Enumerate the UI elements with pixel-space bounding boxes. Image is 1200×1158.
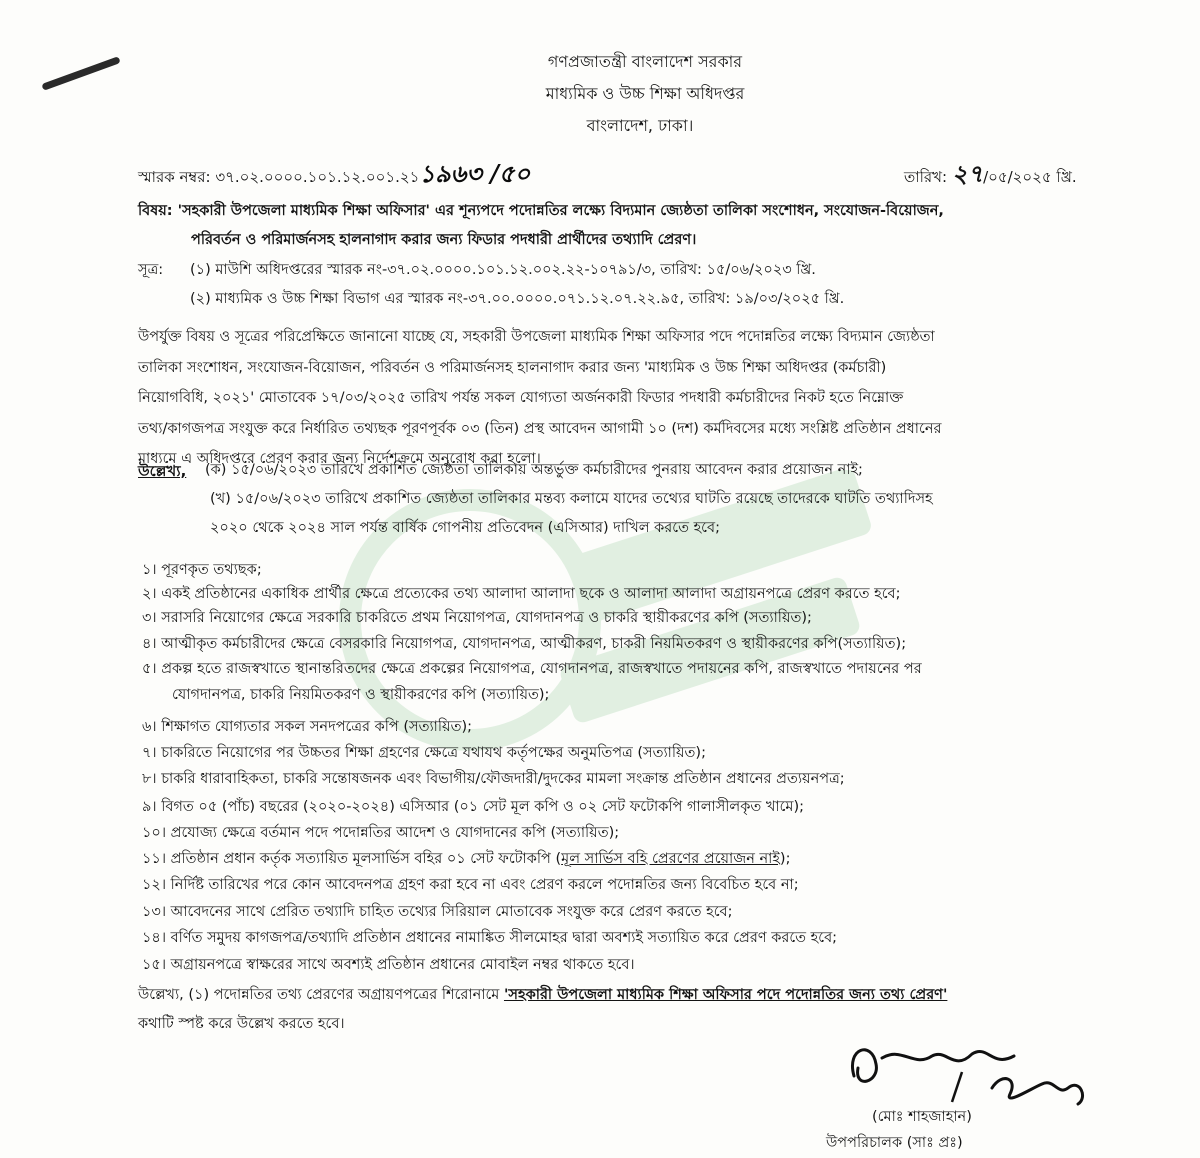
body-paragraph	[138, 322, 1126, 475]
list-item-12: ১২। নির্দিষ্ট তারিখের পরে কোন আবেদনপত্র গ্রহণ করা হবে না এবং প্রেরণ করলে পদোন্নতির জন্য বিবেচিত হবে না;	[142, 877, 799, 893]
body-line: মাধ্যমে এ অধিদপ্তরে প্রেরণ করার জন্য নির্দেশক্রমে অনুরোধ করা হলো।	[138, 451, 541, 467]
final-note-line-2: কথাটি স্পষ্ট করে উল্লেখ করতে হবে।	[138, 1016, 345, 1032]
subject-text-1: 'সহকারী উপজেলা মাধ্যমিক শিক্ষা অফিসার' এর শূন্যপদে পদোন্নতির লক্ষ্যে বিদ্যমান জ্যেষ্ঠতা তালিকা সংশোধন, সংযোজন-বিয়োজন,	[177, 203, 944, 219]
signatory-name: (মোঃ শাহজাহান)	[872, 1109, 972, 1125]
list-item-11	[142, 851, 790, 868]
list-item-5-cont: যোগদানপত্র, চাকরি নিয়মিতকরণ ও স্থায়ীকরণের কপি (সত্যায়িত);	[172, 687, 550, 703]
note-item-ka: (ক) ১৫/০৬/২০২৩ তারিখে প্রকাশিত জ্যেষ্ঠতা তালিকায় অন্তর্ভুক্ত কর্মচারীদের পুনরায় আবেদন করার প্রয়োজন নাই;	[205, 462, 863, 478]
date-label: তারিখ:	[904, 168, 948, 186]
final-note-line-1	[138, 987, 947, 1004]
list-item-8: ৮। চাকরি ধারাবাহিকতা, চাকরি সন্তোষজনক এবং বিভাগীয়/ফৌজদারী/দুদকের মামলা সংক্রান্ত প্রতিষ্ঠান প্রধানের প্রত্যয়নপত্র;	[142, 771, 845, 787]
list-item-11-text: ১১। প্রতিষ্ঠান প্রধান কর্তৃক সত্যায়িত মূলসার্ভিস বহির ০১ সেট ফটোকপি (	[142, 851, 562, 867]
list-item-9: ৯। বিগত ০৫ (পাঁচ) বছরের (২০২০-২০২৪) এসিআর (০১ সেট মূল কপি ও ০২ সেট ফটোকপি গালাসীলকৃত খামে);	[142, 799, 805, 815]
list-item-5: ৫। প্রকল্প হতে রাজস্বখাতে স্থানান্তরিতদের ক্ষেত্রে প্রকল্পের নিয়োগপত্র, যোগদানপত্র, রাজস্বখাতে পদায়নের কপি, রাজস্বখাতে পদায়নের পর	[142, 661, 922, 677]
reference-label: সূত্র:	[138, 262, 164, 278]
header-location: বাংলাদেশ, ঢাকা।	[586, 116, 694, 135]
subject-line-1	[138, 203, 944, 220]
subject-label: বিষয়:	[138, 203, 173, 219]
list-item-15: ১৫। অগ্রায়নপত্রে স্বাক্ষরের সাথে অবশ্যই প্রতিষ্ঠান প্রধানের মোবাইল নম্বর থাকতে হবে।	[142, 957, 635, 973]
memo-handwritten-number: ১৯৬৩ /৫০	[419, 159, 531, 188]
note-label: উল্লেখ্য,	[138, 462, 187, 480]
body-line: তথ্য/কাগজপত্র সংযুক্ত করে নির্ধারিত তথ্যছক পূরণপূর্বক ০৩ (তিন) প্রস্থ আবেদন আগামী ১০ (দশ) কর্মদিবসের মধ্যে সংশ্লিষ্ট প্রতিষ্ঠান প্রধানের	[138, 420, 942, 437]
header-directorate: মাধ্যমিক ও উচ্চ শিক্ষা অধিদপ্তর	[545, 84, 745, 103]
note-item-kha-cont: ২০২০ থেকে ২০২৪ সাল পর্যন্ত বার্ষিক গোপনীয় প্রতিবেদন (এসিআর) দাখিল করতে হবে;	[210, 520, 720, 536]
list-item-11-end: );	[779, 851, 791, 867]
memo-number	[138, 156, 530, 196]
list-item-2: ২। একই প্রতিষ্ঠানের একাধিক প্রার্থীর ক্ষেত্রে প্রত্যেকের তথ্য আলাদা আলাদা ছকে ও আলাদা আলাদা অগ্রায়নপত্রে প্রেরণ করতে হবে;	[142, 586, 901, 602]
list-item-13: ১৩। আবেদনের সাথে প্রেরিত তথ্যাদি চাহিত তথ্যের সিরিয়াল মোতাবেক সংযুক্ত করে প্রেরণ করতে হবে;	[142, 904, 733, 920]
header-government: গণপ্রজাতন্ত্রী বাংলাদেশ সরকার	[547, 52, 743, 71]
list-item-7: ৭। চাকরিতে নিয়োগের পর উচ্চতর শিক্ষা গ্রহণের ক্ষেত্রে যথাযথ কর্তৃপক্ষের অনুমতিপত্র (সত্যায়িত);	[142, 745, 706, 761]
note-item-kha: (খ) ১৫/০৬/২০২৩ তারিখে প্রকাশিত জ্যেষ্ঠতা তালিকার মন্তব্য কলামে যাদের তথ্যের ঘাটতি রয়েছে তাদেরকে ঘাটতি তথ্যাদিসহ	[210, 491, 933, 507]
list-item-14: ১৪। বর্ণিত সমুদয় কাগজপত্র/তথ্যাদি প্রতিষ্ঠান প্রধানের নামাঙ্কিত সীলমোহর দ্বারা অবশ্যই সত্যায়িত করে প্রেরণ করতে হবে;	[142, 930, 838, 946]
body-line: উপর্যুক্ত বিষয় ও সূত্রের পরিপ্রেক্ষিতে জানানো যাচ্ছে যে, সহকারী উপজেলা মাধ্যমিক শিক্ষা অফিসার পদে পদোন্নতির লক্ষ্যে বিদ্যমান জ্যেষ্ঠতা	[138, 329, 935, 345]
memo-date	[904, 156, 1077, 196]
reference-item-2: (২) মাধ্যমিক ও উচ্চ শিক্ষা বিভাগ এর স্মারক নং-৩৭.০০.০০০০.০৭১.১২.০৭.২২.৯৫, তারিখ: ১৯/০৩/২০২৫ খ্রি.	[190, 291, 845, 307]
list-item-11-underlined: মূল সার্ভিস বহি প্রেরণের প্রয়োজন নাই	[561, 851, 780, 867]
signatory-title: উপপরিচালক (সাঃ প্রঃ)	[826, 1135, 963, 1151]
list-item-1: ১। পূরণকৃত তথ্যছক;	[142, 562, 262, 578]
final-note-title: 'সহকারী উপজেলা মাধ্যমিক শিক্ষা অফিসার পদে পদোন্নতির জন্য তথ্য প্রেরণ'	[503, 987, 948, 1003]
final-note-text: উল্লেখ্য, (১) পদোন্নতির তথ্য প্রেরণের অগ্রায়ণপত্রের শিরোনামে	[138, 987, 504, 1003]
subject-line-2: পরিবর্তন ও পরিমার্জনসহ হালনাগাদ করার জন্য ফিডার পদধারী প্রার্থীদের তথ্যাদি প্রেরণ।	[191, 232, 697, 248]
list-item-6: ৬। শিক্ষাগত যোগ্যতার সকল সনদপত্রের কপি (সত্যায়িত);	[142, 719, 472, 735]
list-item-4: ৪। আত্মীকৃত কর্মচারীদের ক্ষেত্রে বেসরকারি নিয়োগপত্র, যোগদানপত্র, আত্মীকরণ, চাকরী নিয়মিতকরণ ও স্থায়ীকরণের কপি(সত্যায়িত);	[142, 636, 907, 652]
body-line: নিয়োগবিধি, ২০২১' মোতাবেক ১৭/০৩/২০২৫ তারিখ পর্যন্ত সকল যোগ্যতা অর্জনকারী ফিডার পদধারী কর্মচারীদের নিকট হতে নিম্নোক্ত	[138, 390, 904, 406]
reference-item-1: (১) মাউশি অধিদপ্তরের স্মারক নং-৩৭.০২.০০০০.১০১.১২.০০২.২২-১০৭৯১/৩, তারিখ: ১৫/০৬/২০২৩ খ্রি.	[190, 262, 816, 278]
memo-label: স্মারক নম্বর: ৩৭.০২.০০০০.১০১.১২.০০১.২১	[138, 168, 420, 186]
date-day-handwritten: ২৭	[951, 159, 984, 188]
list-item-10: ১০। প্রযোজ্য ক্ষেত্রে বর্তমান পদে পদোন্নতির আদেশ ও যোগদানের কপি (সত্যায়িত);	[142, 825, 620, 841]
body-line: তালিকা সংশোধন, সংযোজন-বিয়োজন, পরিবর্তন ও পরিমার্জনসহ হালনাগাদ করার জন্য 'মাধ্যমিক ও উচ্চ শিক্ষা অধিদপ্তর (কর্মচারী)	[138, 359, 887, 376]
list-item-3: ৩। সরাসরি নিয়োগের ক্ষেত্রে সরকারি চাকরিতে প্রথম নিয়োগপত্র, যোগদানপত্র ও চাকরি স্থায়ীকরণের কপি (সত্যায়িত);	[142, 610, 812, 626]
date-rest: /০৫/২০২৫ খ্রি.	[983, 168, 1077, 186]
